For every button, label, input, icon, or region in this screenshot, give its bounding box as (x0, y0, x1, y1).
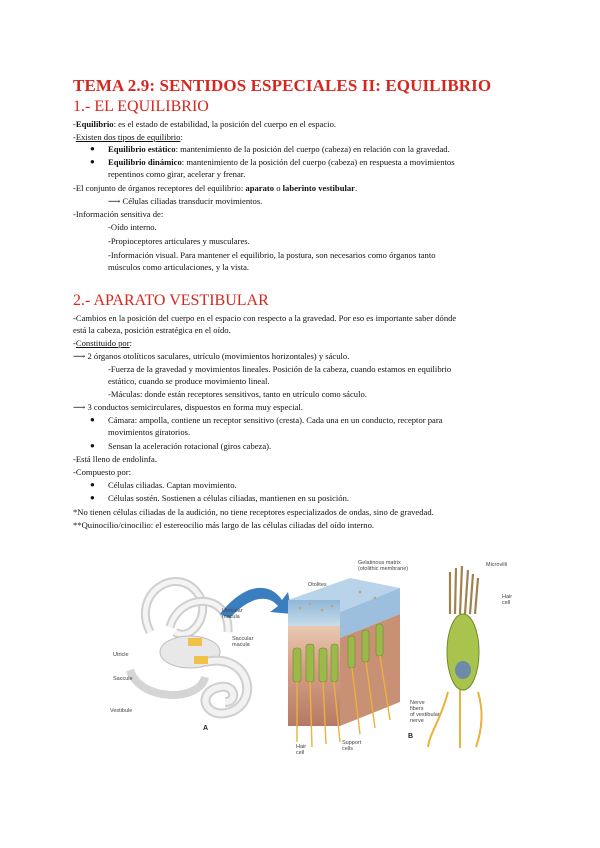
camara-line-cont: movimientos giratorios. (108, 427, 191, 437)
vestibular-figure (110, 552, 530, 757)
label-b: B (408, 733, 414, 740)
label-support2: cells (342, 746, 354, 752)
static-equilibrium: Equilibrio estático: mantenimiento de la posición del cuerpo (cabeza) en relación con la gravedad. (108, 144, 450, 154)
info-intro: -Información sensitiva de: (73, 209, 164, 219)
info-item: -Propioceptores articulares y musculares. (108, 236, 250, 246)
endolymph-line: -Está lleno de endolinfa. (73, 454, 157, 464)
label-gel2: (otolithic membrane) (358, 566, 409, 572)
label-saccular2: macula (232, 642, 250, 648)
bullet-icon: ● (90, 144, 95, 153)
bullet-icon: ● (90, 415, 95, 424)
bullet-icon: ● (90, 441, 95, 450)
label-saccular: Saccular (232, 636, 254, 642)
label-otolites: Otolites (308, 582, 327, 588)
label-haircell: Hair (502, 594, 513, 600)
dynamic-equilibrium-cont: repentinos como girar, acelerar y frenar. (108, 169, 246, 179)
canals-line: ⟶ 3 conductos semicirculares, dispuestos en forma muy especial. (73, 402, 303, 412)
types-intro: -Existen dos tipos de equilibrio: (73, 132, 183, 142)
label-nerve: Nerve (410, 700, 425, 706)
definition-line: -Equilibrio: es el estado de estabilidad, la posición del cuerpo en el espacio. (73, 119, 337, 129)
info-item-cont: músculos como articulaciones, y la vista. (108, 262, 250, 272)
dynamic-equilibrium: Equilibrio dinámico: mantenimiento de la posición del cuerpo (cabeza) en respuesta a movimientos (108, 157, 455, 167)
section-heading-equilibrio: 1.- EL EQUILIBRIO (73, 98, 209, 115)
label-hair-bottom: Hair (296, 744, 307, 750)
label-a: A (203, 725, 209, 732)
camara-line: Cámara: ampolla, contiene un receptor sensitivo (cresta). Cada una en un conducto, receptor para (108, 415, 443, 425)
label-nerve4: nerve (410, 718, 424, 724)
label-haircell2: cell (502, 600, 511, 606)
support-cells-line: Células sostén. Sostienen a células ciliadas, mantienen en su posición. (108, 493, 350, 503)
section-heading-aparato: 2.- APARATO VESTIBULAR (73, 292, 269, 309)
label-support: Support (342, 740, 362, 746)
organs-line: -El conjunto de órganos receptores del equilibrio: aparato o laberinto vestibular. (73, 183, 358, 193)
note-line: *No tienen células ciliadas de la audición, no tiene receptores especializados de ondas, sino de gravedad. (73, 507, 434, 517)
page-title: TEMA 2.9: SENTIDOS ESPECIALES II: EQUILIBRIO (73, 76, 492, 95)
label-vestibule: Vestibule (110, 708, 133, 714)
hair-cells-line: Células ciliadas. Captan movimiento. (108, 480, 237, 490)
paragraph-cont: está la cabeza, posición estratégica en el oído. (73, 325, 231, 335)
note-line: **Quinocilio/cinocilio: el estereocilio más largo de las células ciliadas del oído interno. (73, 520, 375, 530)
paragraph: -Cambios en la posición del cuerpo en el espacio con respecto a la gravedad. Por eso es importante saber dónde (73, 313, 457, 323)
bullet-icon: ● (90, 157, 95, 166)
info-item: -Información visual. Para mantener el equilibrio, la postura, son necesarios como órganos tanto (108, 250, 436, 260)
hair-cell-drawing (428, 566, 482, 748)
macula-block (288, 578, 400, 747)
label-nerve2: fibers (410, 706, 424, 712)
label-hair-bottom2: cell (296, 750, 305, 756)
constituted-intro: -Constituido por: (73, 338, 132, 348)
otolithic-line: ⟶ 2 órganos otolíticos saculares, utrículo (movimientos horizontales) y sáculo. (73, 351, 350, 361)
sense-line: Sensan la aceleración rotacional (giros cabeza). (108, 441, 272, 451)
maculas-line: -Máculas: donde están receptores sensitivos, tanto en utrículo como sáculo. (108, 389, 367, 399)
force-line: -Fuerza de la gravedad y movimientos lineales. Posición de la cabeza, cuando estamos en equilibrio (108, 364, 452, 374)
cells-line: ⟶ Células ciliadas transducir movimientos. (108, 196, 263, 206)
label-saccule: Saccule (113, 676, 133, 682)
labyrinth-drawing (130, 582, 247, 714)
label-micro: Microvilli (486, 562, 508, 568)
bullet-icon: ● (90, 493, 95, 502)
info-item: -Oído interno. (108, 222, 157, 232)
label-utricle: Utricle (113, 652, 129, 658)
label-utricular: Utricular (222, 608, 243, 614)
label-utricular2: macula (222, 614, 240, 620)
bullet-icon: ● (90, 480, 95, 489)
label-gel: Gelatinous matrix (358, 560, 401, 566)
force-line-cont: estático, cuando se produce movimiento lineal. (108, 376, 270, 386)
label-nerve3: of vestibular (410, 712, 440, 718)
composed-intro: -Compuesto por: (73, 467, 132, 477)
